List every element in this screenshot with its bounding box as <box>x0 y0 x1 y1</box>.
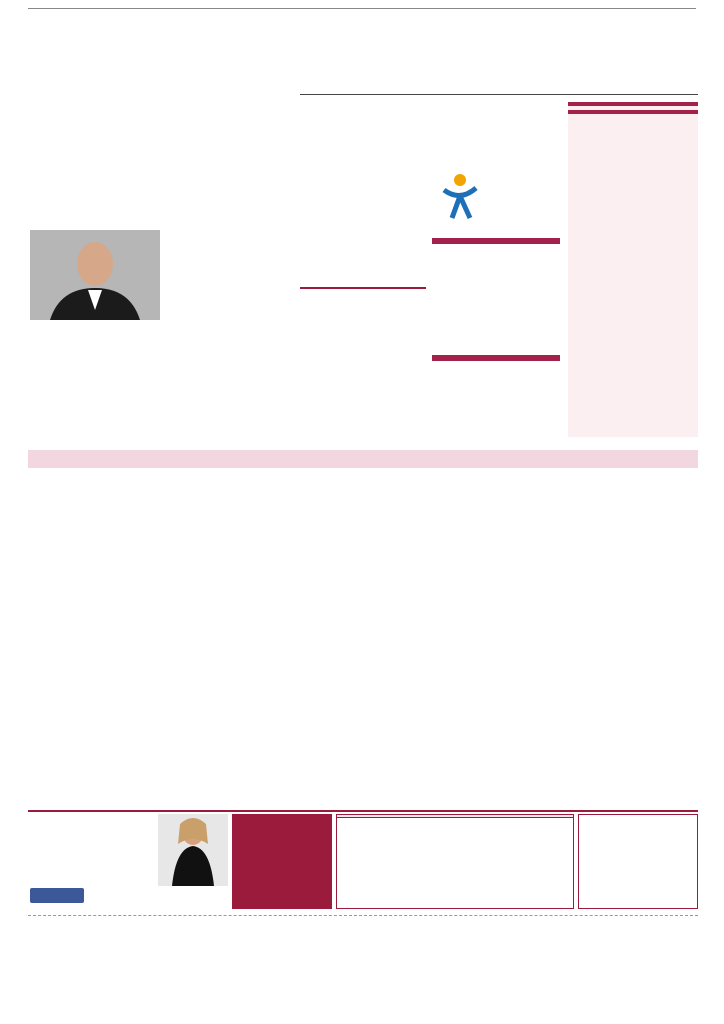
campaign-logo <box>440 170 558 225</box>
ranking-pomorskie <box>432 355 560 361</box>
page-header-line <box>28 6 696 9</box>
za-tydzien-box <box>30 814 230 909</box>
top10-header <box>568 110 698 114</box>
pamietaj-box <box>300 285 426 292</box>
contact-box <box>232 814 332 909</box>
author-photo <box>30 230 160 320</box>
runner-icon <box>440 172 480 222</box>
facebook-logo[interactable] <box>30 888 84 903</box>
dorota-photo-icon <box>158 814 228 886</box>
pilots-strip-title <box>28 450 698 468</box>
dolacz-box <box>578 814 698 909</box>
author-portrait-icon <box>30 230 160 320</box>
konkurs-box <box>336 814 574 909</box>
facebook-row <box>30 888 88 903</box>
pamietaj-title <box>300 285 426 289</box>
ranking-wojewodztw-title <box>432 238 560 244</box>
header-rule <box>300 94 698 95</box>
ranking-pomorskie-head <box>432 355 560 361</box>
footer-rule <box>28 810 698 812</box>
sponsors-bar <box>28 915 698 955</box>
ranking-panel <box>568 102 698 437</box>
ranking-wojewodztw <box>432 238 560 244</box>
